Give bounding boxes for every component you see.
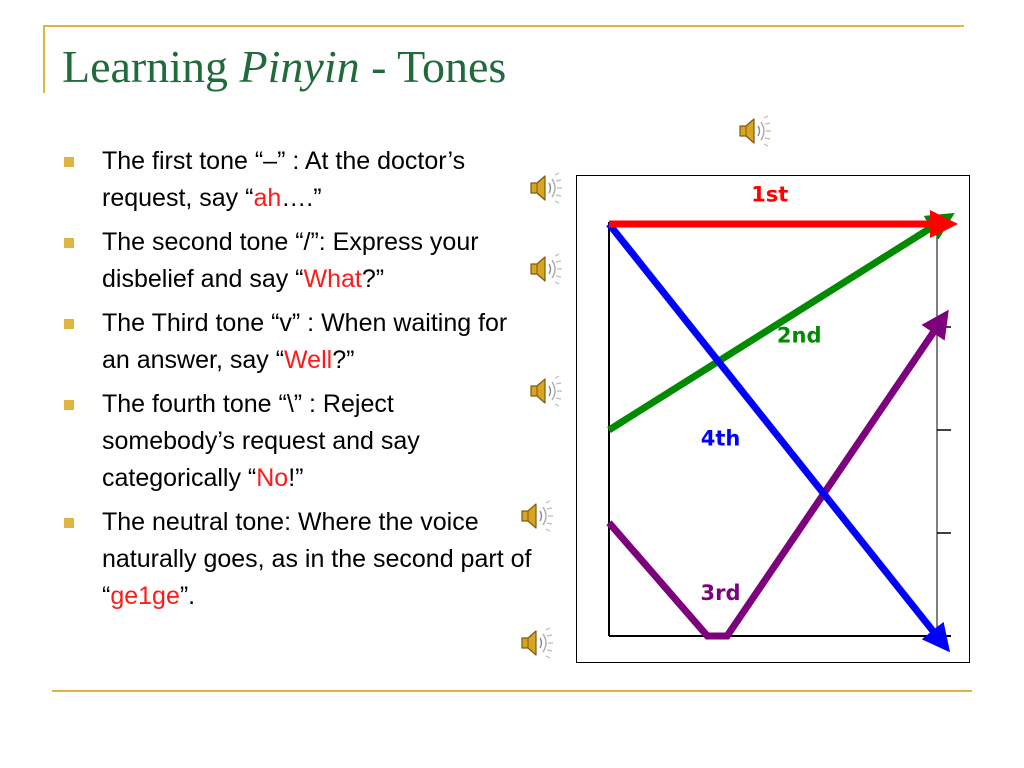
tone-label-1st: 1st (751, 182, 789, 207)
title-suffix: - Tones (359, 41, 507, 92)
bullet-text: The first tone “–” : At the doctor’s request, say “ (102, 147, 466, 212)
speaker-sound-icon[interactable] (528, 252, 562, 286)
bullet-highlight: Well (284, 346, 333, 374)
bullet-text: The Third tone “v” : When waiting for an answer, say “ (102, 309, 508, 374)
bottom-rule (52, 690, 972, 692)
bullet-highlight: ge1ge (110, 582, 180, 610)
square-bullet-icon (64, 400, 74, 410)
left-rule (43, 25, 45, 93)
top-rule (43, 25, 964, 27)
tone-line-3rd (609, 327, 937, 636)
speaker-sound-icon[interactable] (519, 499, 553, 533)
tone-chart-panel (576, 175, 970, 663)
square-bullet-icon (64, 238, 74, 248)
square-bullet-icon (64, 319, 74, 329)
bullet-highlight: What (303, 265, 362, 293)
bullet-first-tone (62, 143, 532, 217)
speaker-sound-icon[interactable] (528, 374, 562, 408)
bullet-second-tone (62, 224, 532, 298)
bullet-highlight: No (256, 464, 289, 492)
tone-bullet-list (62, 143, 532, 622)
bullet-text-end: ?” (361, 265, 385, 293)
speaker-sound-icon[interactable] (528, 171, 562, 205)
bullet-text-end: !” (288, 464, 304, 492)
square-bullet-icon (64, 157, 74, 167)
square-bullet-icon (64, 518, 74, 528)
title-emphasis: Pinyin (239, 41, 360, 92)
slide-title (62, 42, 506, 93)
tone-label-2nd: 2nd (776, 323, 822, 348)
bullet-fourth-tone (62, 386, 532, 497)
bullet-text: The neutral tone: Where the voice naturally goes, as in the second part of “ (102, 508, 532, 610)
tone-chart (577, 176, 971, 664)
speaker-sound-icon[interactable] (737, 114, 771, 148)
bullet-text: The second tone “/”: Express your disbelief and say “ (102, 228, 479, 293)
title-prefix: Learning (62, 41, 240, 92)
bullet-text: The fourth tone “\” : Reject somebody’s request and say categorically “ (102, 390, 420, 492)
bullet-third-tone (62, 305, 532, 379)
bullet-text-end: ”. (179, 582, 196, 610)
bullet-neutral-tone (62, 504, 532, 615)
speaker-sound-icon[interactable] (519, 626, 553, 660)
bullet-highlight: ah (253, 184, 282, 212)
bullet-text-end: ?” (332, 346, 355, 374)
tone-label-4th: 4th (700, 426, 741, 451)
bullet-text-end: ….” (281, 184, 322, 212)
tone-label-3rd: 3rd (700, 580, 741, 605)
